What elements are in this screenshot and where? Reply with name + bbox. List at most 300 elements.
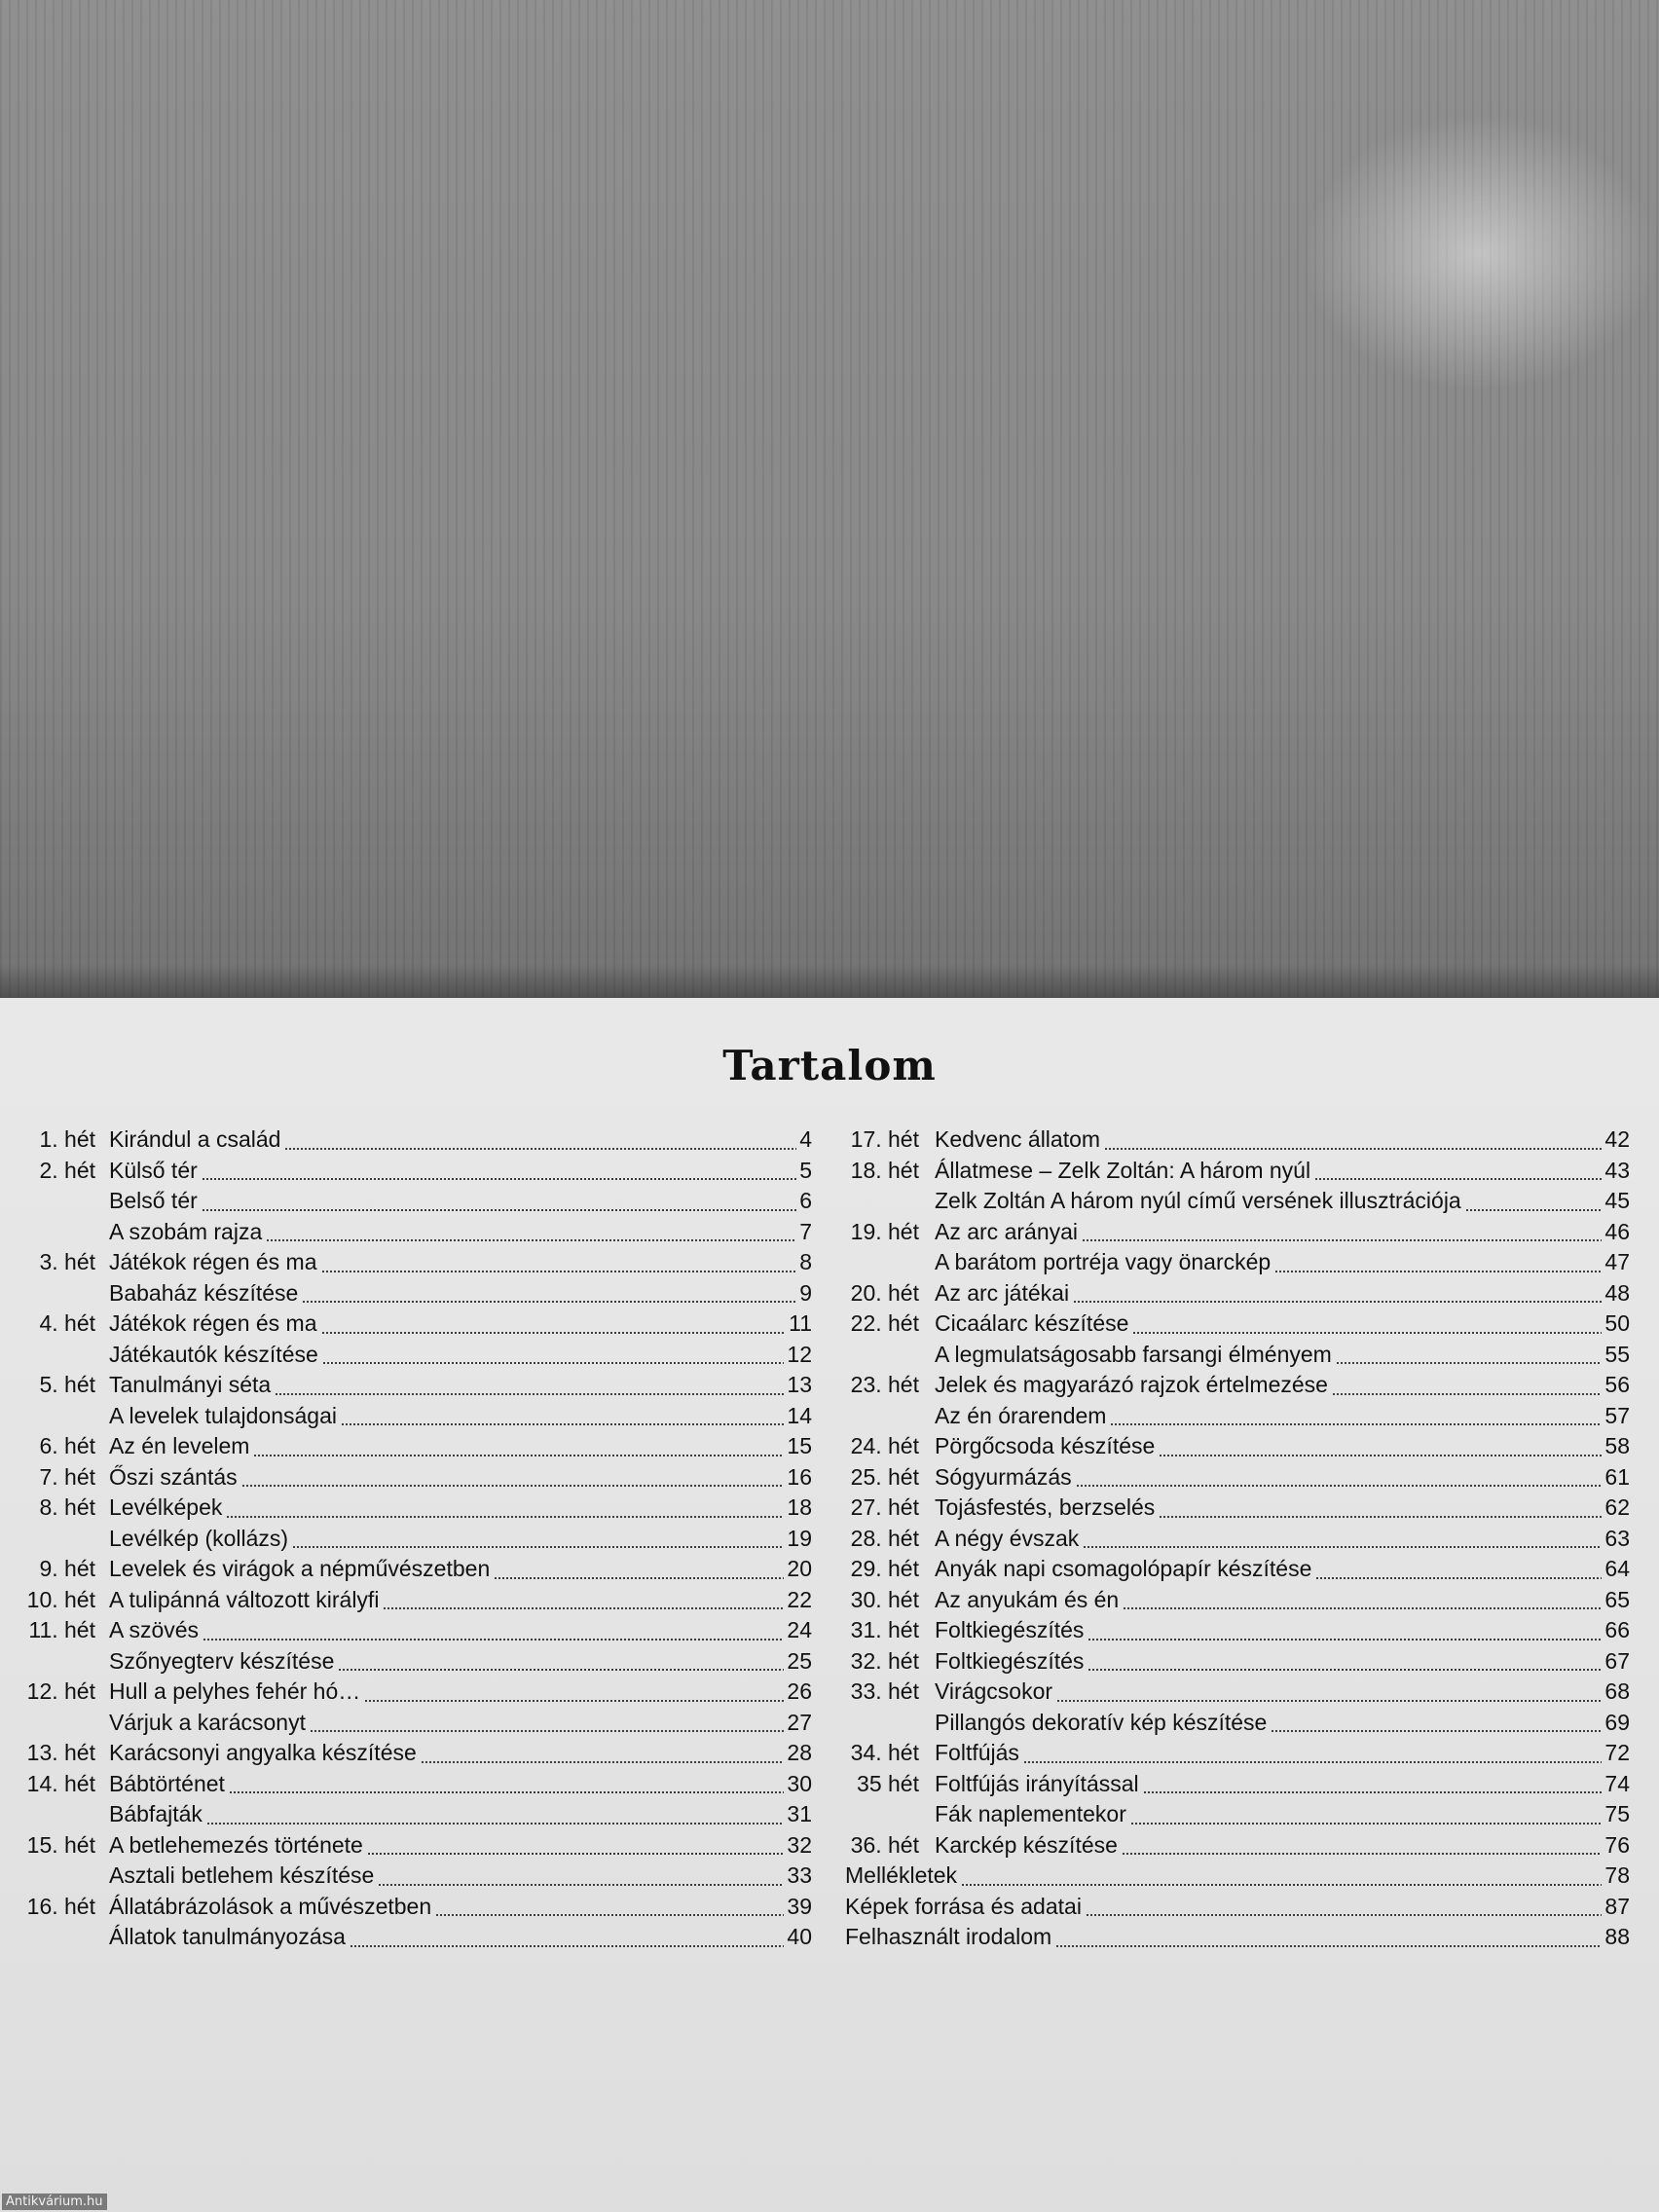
toc-week-label: 4. hét	[39, 1310, 95, 1336]
toc-week-label: 24. hét	[850, 1433, 919, 1458]
toc-entry-title: Levélképek	[109, 1494, 223, 1520]
toc-entry	[845, 1830, 1630, 1862]
toc-page-number: 69	[1604, 1709, 1630, 1735]
toc-entry	[845, 1524, 1630, 1555]
toc-entry-line	[109, 1524, 812, 1555]
toc-entry-line	[109, 1124, 812, 1156]
toc-page-number: 62	[1604, 1494, 1630, 1520]
dot-leader	[1023, 1761, 1602, 1763]
toc-page-number: 75	[1604, 1801, 1630, 1826]
toc-page-number: 28	[787, 1740, 812, 1765]
toc-week-label: 5. hét	[39, 1372, 95, 1397]
toc-entry-line	[109, 1646, 812, 1677]
toc-entry-title: Foltfújás irányítással	[935, 1770, 1139, 1796]
toc-week-label: 32. hét	[850, 1647, 919, 1674]
dot-leader	[275, 1393, 784, 1395]
toc-page-number: 45	[1604, 1188, 1630, 1213]
toc-entry-title: Levelek és virágok a népművészetben	[109, 1556, 491, 1581]
toc-entry-title: Anyák napi csomagolópapír készítése	[935, 1556, 1312, 1581]
toc-entry	[21, 1340, 812, 1371]
toc-entry-title: Bábfajták	[109, 1801, 203, 1826]
toc-page-number: 43	[1604, 1157, 1630, 1183]
toc-page-number: 31	[787, 1801, 812, 1826]
dot-leader	[206, 1823, 785, 1825]
toc-entry-line	[109, 1217, 812, 1248]
dot-leader	[253, 1455, 784, 1456]
toc-page-number: 65	[1604, 1586, 1630, 1612]
toc-week-label: 28. hét	[850, 1525, 919, 1551]
toc-page-number: 5	[799, 1157, 812, 1183]
toc-entry	[845, 1769, 1630, 1800]
toc-entry-line	[935, 1247, 1630, 1278]
toc-entry	[21, 1309, 812, 1340]
toc-entry-line	[935, 1186, 1630, 1217]
toc-entry-title: Levélkép (kollázs)	[109, 1525, 289, 1551]
toc-entry-line	[109, 1615, 812, 1646]
toc-entry-line	[935, 1554, 1630, 1585]
toc-week-label: 31. hét	[850, 1617, 919, 1642]
toc-entry-title: Játékautók készítése	[109, 1341, 318, 1367]
toc-entry	[21, 1708, 812, 1739]
toc-week-label: 33. hét	[850, 1678, 919, 1704]
toc-entry	[21, 1585, 812, 1616]
dot-leader	[1332, 1393, 1602, 1395]
toc-week-label: 12. hét	[26, 1678, 95, 1704]
toc-entry-title: A szövés	[109, 1617, 200, 1642]
toc-week-label: 20. hét	[850, 1279, 919, 1306]
toc-entry-title: Hull a pelyhes fehér hó…	[109, 1678, 361, 1704]
toc-page-number: 11	[789, 1310, 812, 1336]
dot-leader	[367, 1853, 785, 1855]
toc-entry	[21, 1922, 812, 1953]
dot-leader	[1271, 1730, 1602, 1732]
toc-entry-title: A barátom portréja vagy önarckép	[935, 1249, 1272, 1274]
toc-left-column	[21, 1124, 812, 1953]
toc-page-number: 46	[1604, 1218, 1630, 1244]
toc-page-number: 27	[787, 1709, 812, 1735]
toc-page-number: 25	[787, 1647, 812, 1674]
dot-leader	[203, 1639, 784, 1641]
toc-week-label: 3. hét	[39, 1249, 95, 1274]
toc-entry-line	[109, 1677, 812, 1708]
toc-page-number: 78	[1604, 1862, 1630, 1888]
toc-week-label: 34. hét	[850, 1740, 919, 1765]
toc-page-number: 19	[787, 1525, 812, 1551]
toc-page-number: 47	[1604, 1249, 1630, 1274]
toc-entry-title: Mellékletek	[845, 1862, 958, 1888]
toc-page-number: 56	[1604, 1372, 1630, 1397]
toc-week-label: 7. hét	[39, 1463, 95, 1490]
dot-leader	[1104, 1148, 1602, 1150]
dot-leader	[266, 1239, 796, 1241]
toc-entry-line	[845, 1861, 1630, 1892]
toc-page-number: 4	[799, 1126, 812, 1152]
toc-page-number: 42	[1604, 1126, 1630, 1152]
dot-leader	[310, 1730, 784, 1732]
toc-entry	[845, 1217, 1630, 1248]
toc-entry-line	[935, 1217, 1630, 1248]
toc-entry	[21, 1646, 812, 1677]
toc-week-label: 1. hét	[39, 1126, 95, 1152]
toc-entry-title: A betlehemezés története	[109, 1831, 363, 1858]
toc-week-label: 16. hét	[26, 1893, 95, 1919]
toc-entry-line	[109, 1861, 812, 1892]
dot-leader	[1130, 1823, 1603, 1825]
dot-leader	[241, 1485, 785, 1487]
toc-entry-line	[935, 1370, 1630, 1401]
page-title: Tartalom	[722, 1042, 937, 1089]
toc-page-number: 57	[1604, 1402, 1630, 1428]
dot-leader	[322, 1362, 785, 1364]
toc-entry-title: Kedvenc állatom	[935, 1126, 1101, 1152]
toc-entry-title: Karckép készítése	[935, 1831, 1118, 1858]
toc-entry-line	[109, 1922, 812, 1953]
toc-page-number: 22	[787, 1586, 812, 1612]
toc-entry-title: Babaház készítése	[109, 1279, 299, 1306]
dot-leader	[378, 1884, 784, 1886]
toc-page-number: 9	[799, 1279, 812, 1306]
toc-week-label: 9. hét	[39, 1556, 95, 1581]
toc-entry-title: Játékok régen és ma	[109, 1249, 317, 1274]
toc-entry-title: Kirándul a család	[109, 1126, 281, 1152]
toc-entry	[845, 1247, 1630, 1278]
dot-leader	[226, 1516, 784, 1518]
toc-entry-title: A legmulatságosabb farsangi élményem	[935, 1341, 1332, 1367]
dot-leader	[494, 1577, 784, 1579]
toc-entry	[21, 1493, 812, 1524]
toc-entry	[21, 1615, 812, 1646]
toc-right-column	[845, 1124, 1630, 1953]
toc-entry-line	[935, 1124, 1630, 1156]
toc-week-label: 6. hét	[39, 1433, 95, 1458]
toc-entry-line	[935, 1524, 1630, 1555]
toc-entry	[845, 1677, 1630, 1708]
toc-entry	[845, 1186, 1630, 1217]
toc-entry	[21, 1156, 812, 1187]
toc-entry-title: Tojásfestés, berzselés	[935, 1494, 1156, 1520]
toc-entry	[21, 1462, 812, 1493]
toc-week-label: 29. hét	[850, 1556, 919, 1581]
toc-page-number: 72	[1604, 1740, 1630, 1765]
toc-week-label: 13. hét	[26, 1740, 95, 1765]
toc-entry-line	[109, 1799, 812, 1830]
toc-entry	[845, 1799, 1630, 1830]
toc-week-label: 19. hét	[850, 1218, 919, 1244]
toc-entry	[845, 1156, 1630, 1187]
paper-edge-shadow	[0, 964, 1659, 999]
dot-leader	[350, 1945, 784, 1947]
toc-entry	[21, 1554, 812, 1585]
toc-entry-line	[109, 1431, 812, 1462]
toc-entry-line	[109, 1340, 812, 1371]
dot-leader	[1076, 1485, 1603, 1487]
toc-entry-title: Szőnyegterv készítése	[109, 1647, 335, 1674]
toc-entry-line	[935, 1309, 1630, 1340]
toc-entry-line	[935, 1462, 1630, 1493]
toc-week-label: 14. hét	[26, 1770, 95, 1796]
toc-entry-line	[109, 1370, 812, 1401]
toc-entry-line	[935, 1799, 1630, 1830]
toc-page-number: 16	[787, 1463, 812, 1490]
toc-entry	[21, 1524, 812, 1555]
toc-entry-title: A tulipánná változott királyfi	[109, 1586, 380, 1612]
toc-page-number: 58	[1604, 1433, 1630, 1458]
dot-leader	[1082, 1239, 1602, 1241]
dot-leader	[292, 1546, 784, 1548]
toc-entry-title: Állatok tanulmányozása	[109, 1924, 346, 1949]
toc-entry-title: Várjuk a karácsonyt	[109, 1709, 306, 1735]
toc-entry-title: Zelk Zoltán A három nyúl című versének illusztrációja	[935, 1188, 1461, 1213]
dot-leader	[1132, 1332, 1602, 1334]
toc-page-number: 68	[1604, 1678, 1630, 1704]
dot-leader	[321, 1271, 797, 1272]
toc-entry-title: Az én órarendem	[935, 1402, 1107, 1428]
toc-entry	[845, 1309, 1630, 1340]
toc-entry-title: Az anyukám és én	[935, 1586, 1120, 1612]
toc-page-number: 32	[787, 1831, 812, 1858]
dot-leader	[321, 1332, 787, 1334]
dot-leader	[202, 1209, 796, 1211]
dot-leader	[1110, 1423, 1602, 1425]
toc-week-label: 2. hét	[39, 1157, 95, 1183]
toc-entry-title: Őszi szántás	[109, 1463, 238, 1490]
toc-entry-line	[935, 1401, 1630, 1432]
toc-entry	[21, 1278, 812, 1309]
toc-entry-line	[109, 1830, 812, 1862]
toc-page-number: 26	[787, 1678, 812, 1704]
toc-page-number: 55	[1604, 1341, 1630, 1367]
dot-leader	[1122, 1853, 1602, 1855]
toc-week-label: 30. hét	[850, 1586, 919, 1612]
toc-week-label: 8. hét	[39, 1494, 95, 1520]
toc-entry	[845, 1585, 1630, 1616]
toc-entry	[21, 1677, 812, 1708]
toc-page-number: 24	[787, 1617, 812, 1642]
toc-entry-line	[109, 1186, 812, 1217]
toc-entry	[845, 1493, 1630, 1524]
dot-leader	[1123, 1607, 1602, 1609]
toc-week-label: 35 hét	[857, 1770, 919, 1796]
toc-entry	[21, 1401, 812, 1432]
toc-entry	[845, 1431, 1630, 1462]
toc-entry-line	[845, 1922, 1630, 1953]
toc-page-number: 30	[787, 1770, 812, 1796]
toc-entry	[21, 1861, 812, 1892]
toc-entry-title: Állatmese – Zelk Zoltán: A három nyúl	[935, 1157, 1311, 1183]
toc-entry	[21, 1431, 812, 1462]
dot-leader	[1159, 1516, 1602, 1518]
toc-entry	[21, 1370, 812, 1401]
toc-page-number: 76	[1604, 1831, 1630, 1858]
toc-entry-title: Az én levelem	[109, 1433, 250, 1458]
toc-entry-line	[109, 1892, 812, 1923]
toc-entry-title: Cicaálarc készítése	[935, 1310, 1129, 1336]
dot-leader	[364, 1700, 784, 1702]
toc-entry	[845, 1124, 1630, 1156]
toc-entry-title: A szobám rajza	[109, 1218, 263, 1244]
toc-entry-line	[935, 1585, 1630, 1616]
dot-leader	[1465, 1209, 1603, 1211]
toc-entry-title: Külső tér	[109, 1157, 198, 1183]
dot-leader	[284, 1148, 796, 1150]
dot-leader	[1055, 1945, 1602, 1947]
toc-entry-title: Jelek és magyarázó rajzok értelmezése	[935, 1372, 1328, 1397]
toc-entry-line	[109, 1401, 812, 1432]
toc-entry-line	[109, 1309, 812, 1340]
toc-entry-line	[935, 1493, 1630, 1524]
toc-page-number: 6	[799, 1188, 812, 1213]
toc-week-label: 22. hét	[850, 1310, 919, 1336]
dot-leader	[1083, 1546, 1602, 1548]
toc-entry-title: Foltkiegészítés	[935, 1647, 1085, 1674]
toc-entry-line	[109, 1462, 812, 1493]
toc-entry-title: Képek forrása és adatai	[845, 1893, 1082, 1919]
dot-leader	[338, 1669, 784, 1671]
toc-week-label: 10. hét	[26, 1586, 95, 1612]
toc-entry	[845, 1401, 1630, 1432]
toc-entry-line	[935, 1677, 1630, 1708]
toc-entry-line	[109, 1585, 812, 1616]
toc-entry-title: Pillangós dekoratív kép készítése	[935, 1709, 1268, 1735]
toc-entry	[21, 1217, 812, 1248]
dot-leader	[1073, 1301, 1602, 1303]
toc-entry-title: Fák naplementekor	[935, 1801, 1126, 1826]
toc-entry-line	[935, 1340, 1630, 1371]
toc-entry-line	[935, 1431, 1630, 1462]
dot-leader	[302, 1301, 796, 1303]
toc-entry-line	[109, 1738, 812, 1769]
toc-entry	[21, 1186, 812, 1217]
toc-entry-line	[935, 1708, 1630, 1739]
toc-entry	[845, 1278, 1630, 1309]
toc-entry	[845, 1462, 1630, 1493]
toc-week-label: 18. hét	[850, 1157, 919, 1183]
toc-entry-line	[109, 1493, 812, 1524]
toc-entry	[845, 1370, 1630, 1401]
toc-page-number: 74	[1604, 1770, 1630, 1796]
toc-page-number: 61	[1604, 1463, 1630, 1490]
dot-leader	[1088, 1639, 1602, 1641]
dot-leader	[1056, 1700, 1602, 1702]
toc-page-number: 40	[787, 1924, 812, 1949]
toc-entry-title: Sógyurmázás	[935, 1463, 1072, 1490]
toc-entry	[845, 1922, 1630, 1953]
toc-page-number: 48	[1604, 1279, 1630, 1306]
dot-leader	[202, 1178, 796, 1180]
toc-week-label: 36. hét	[850, 1831, 919, 1858]
toc-entry-title: Pörgőcsoda készítése	[935, 1433, 1156, 1458]
toc-entry	[21, 1124, 812, 1156]
toc-entry-title: Virágcsokor	[935, 1678, 1053, 1704]
toc-entry-line	[109, 1156, 812, 1187]
toc-page-number: 18	[787, 1494, 812, 1520]
dot-leader	[1336, 1362, 1603, 1364]
toc-entry-line	[109, 1769, 812, 1800]
toc-page-number: 33	[787, 1862, 812, 1888]
wooden-table-background	[0, 0, 1659, 998]
toc-entry	[845, 1708, 1630, 1739]
toc-entry-title: Foltfújás	[935, 1740, 1019, 1765]
dot-leader	[383, 1607, 784, 1609]
toc-entry	[845, 1738, 1630, 1769]
toc-entry-title: A négy évszak	[935, 1525, 1080, 1551]
toc-page-number: 15	[787, 1433, 812, 1458]
dot-leader	[961, 1884, 1602, 1886]
dot-leader	[421, 1761, 785, 1763]
toc-entry-line	[109, 1278, 812, 1309]
toc-entry	[845, 1554, 1630, 1585]
toc-entry-title: Felhasznált irodalom	[845, 1924, 1052, 1949]
dot-leader	[1159, 1455, 1602, 1456]
toc-entry	[21, 1830, 812, 1862]
dot-leader	[435, 1914, 784, 1916]
toc-week-label: 11. hét	[28, 1617, 95, 1642]
toc-entry	[21, 1769, 812, 1800]
toc-entry	[845, 1615, 1630, 1646]
toc-week-label: 23. hét	[850, 1372, 919, 1397]
toc-week-label: 27. hét	[850, 1494, 919, 1520]
toc-entry-line	[935, 1830, 1630, 1862]
toc-page-number: 66	[1604, 1617, 1630, 1642]
toc-page-number: 63	[1604, 1525, 1630, 1551]
toc-page-number: 20	[787, 1556, 812, 1581]
toc-entry-title: Karácsonyi angyalka készítése	[109, 1740, 417, 1765]
toc-page-number: 7	[799, 1218, 812, 1244]
dot-leader	[341, 1423, 784, 1425]
toc-entry-title: Bábtörténet	[109, 1770, 225, 1796]
toc-entry-title: Asztali betlehem készítése	[109, 1862, 375, 1888]
toc-entry-line	[935, 1278, 1630, 1309]
toc-page-number: 14	[787, 1402, 812, 1428]
toc-entry-line	[935, 1769, 1630, 1800]
toc-entry-title: Az arc arányai	[935, 1218, 1079, 1244]
toc-week-label: 17. hét	[850, 1126, 919, 1152]
toc-page-number: 67	[1604, 1647, 1630, 1674]
toc-page-number: 12	[787, 1341, 812, 1367]
toc-entry-title: Belső tér	[109, 1188, 198, 1213]
toc-entry-line	[935, 1615, 1630, 1646]
toc-week-label: 15. hét	[26, 1831, 95, 1858]
toc-entry	[845, 1861, 1630, 1892]
dot-leader	[229, 1791, 784, 1793]
toc-entry	[845, 1892, 1630, 1923]
toc-entry-title: Foltkiegészítés	[935, 1617, 1085, 1642]
toc-week-label: 25. hét	[850, 1463, 919, 1490]
toc-entry-title: Az arc játékai	[935, 1279, 1070, 1306]
dot-leader	[1314, 1178, 1602, 1180]
toc-entry-title: Állatábrázolások a művészetben	[109, 1893, 432, 1919]
toc-entry	[21, 1799, 812, 1830]
dot-leader	[1274, 1271, 1602, 1272]
toc-entry-line	[935, 1156, 1630, 1187]
toc-page-number: 8	[799, 1249, 812, 1274]
toc-page-number: 50	[1604, 1310, 1630, 1336]
toc-entry	[845, 1646, 1630, 1677]
toc-entry-title: Tanulmányi séta	[109, 1372, 272, 1397]
dot-leader	[1143, 1791, 1603, 1793]
toc-entry-line	[109, 1708, 812, 1739]
dot-leader	[1315, 1577, 1602, 1579]
toc-page-number: 64	[1604, 1556, 1630, 1581]
toc-entry-line	[845, 1892, 1630, 1923]
toc-page-number: 88	[1604, 1924, 1630, 1949]
watermark-label: Antikvárium.hu	[2, 2194, 107, 2210]
toc-entry	[21, 1247, 812, 1278]
toc-entry-title: A levelek tulajdonságai	[109, 1402, 337, 1428]
toc-entry-line	[109, 1247, 812, 1278]
toc-page-number: 87	[1604, 1893, 1630, 1919]
toc-entry-line	[935, 1646, 1630, 1677]
